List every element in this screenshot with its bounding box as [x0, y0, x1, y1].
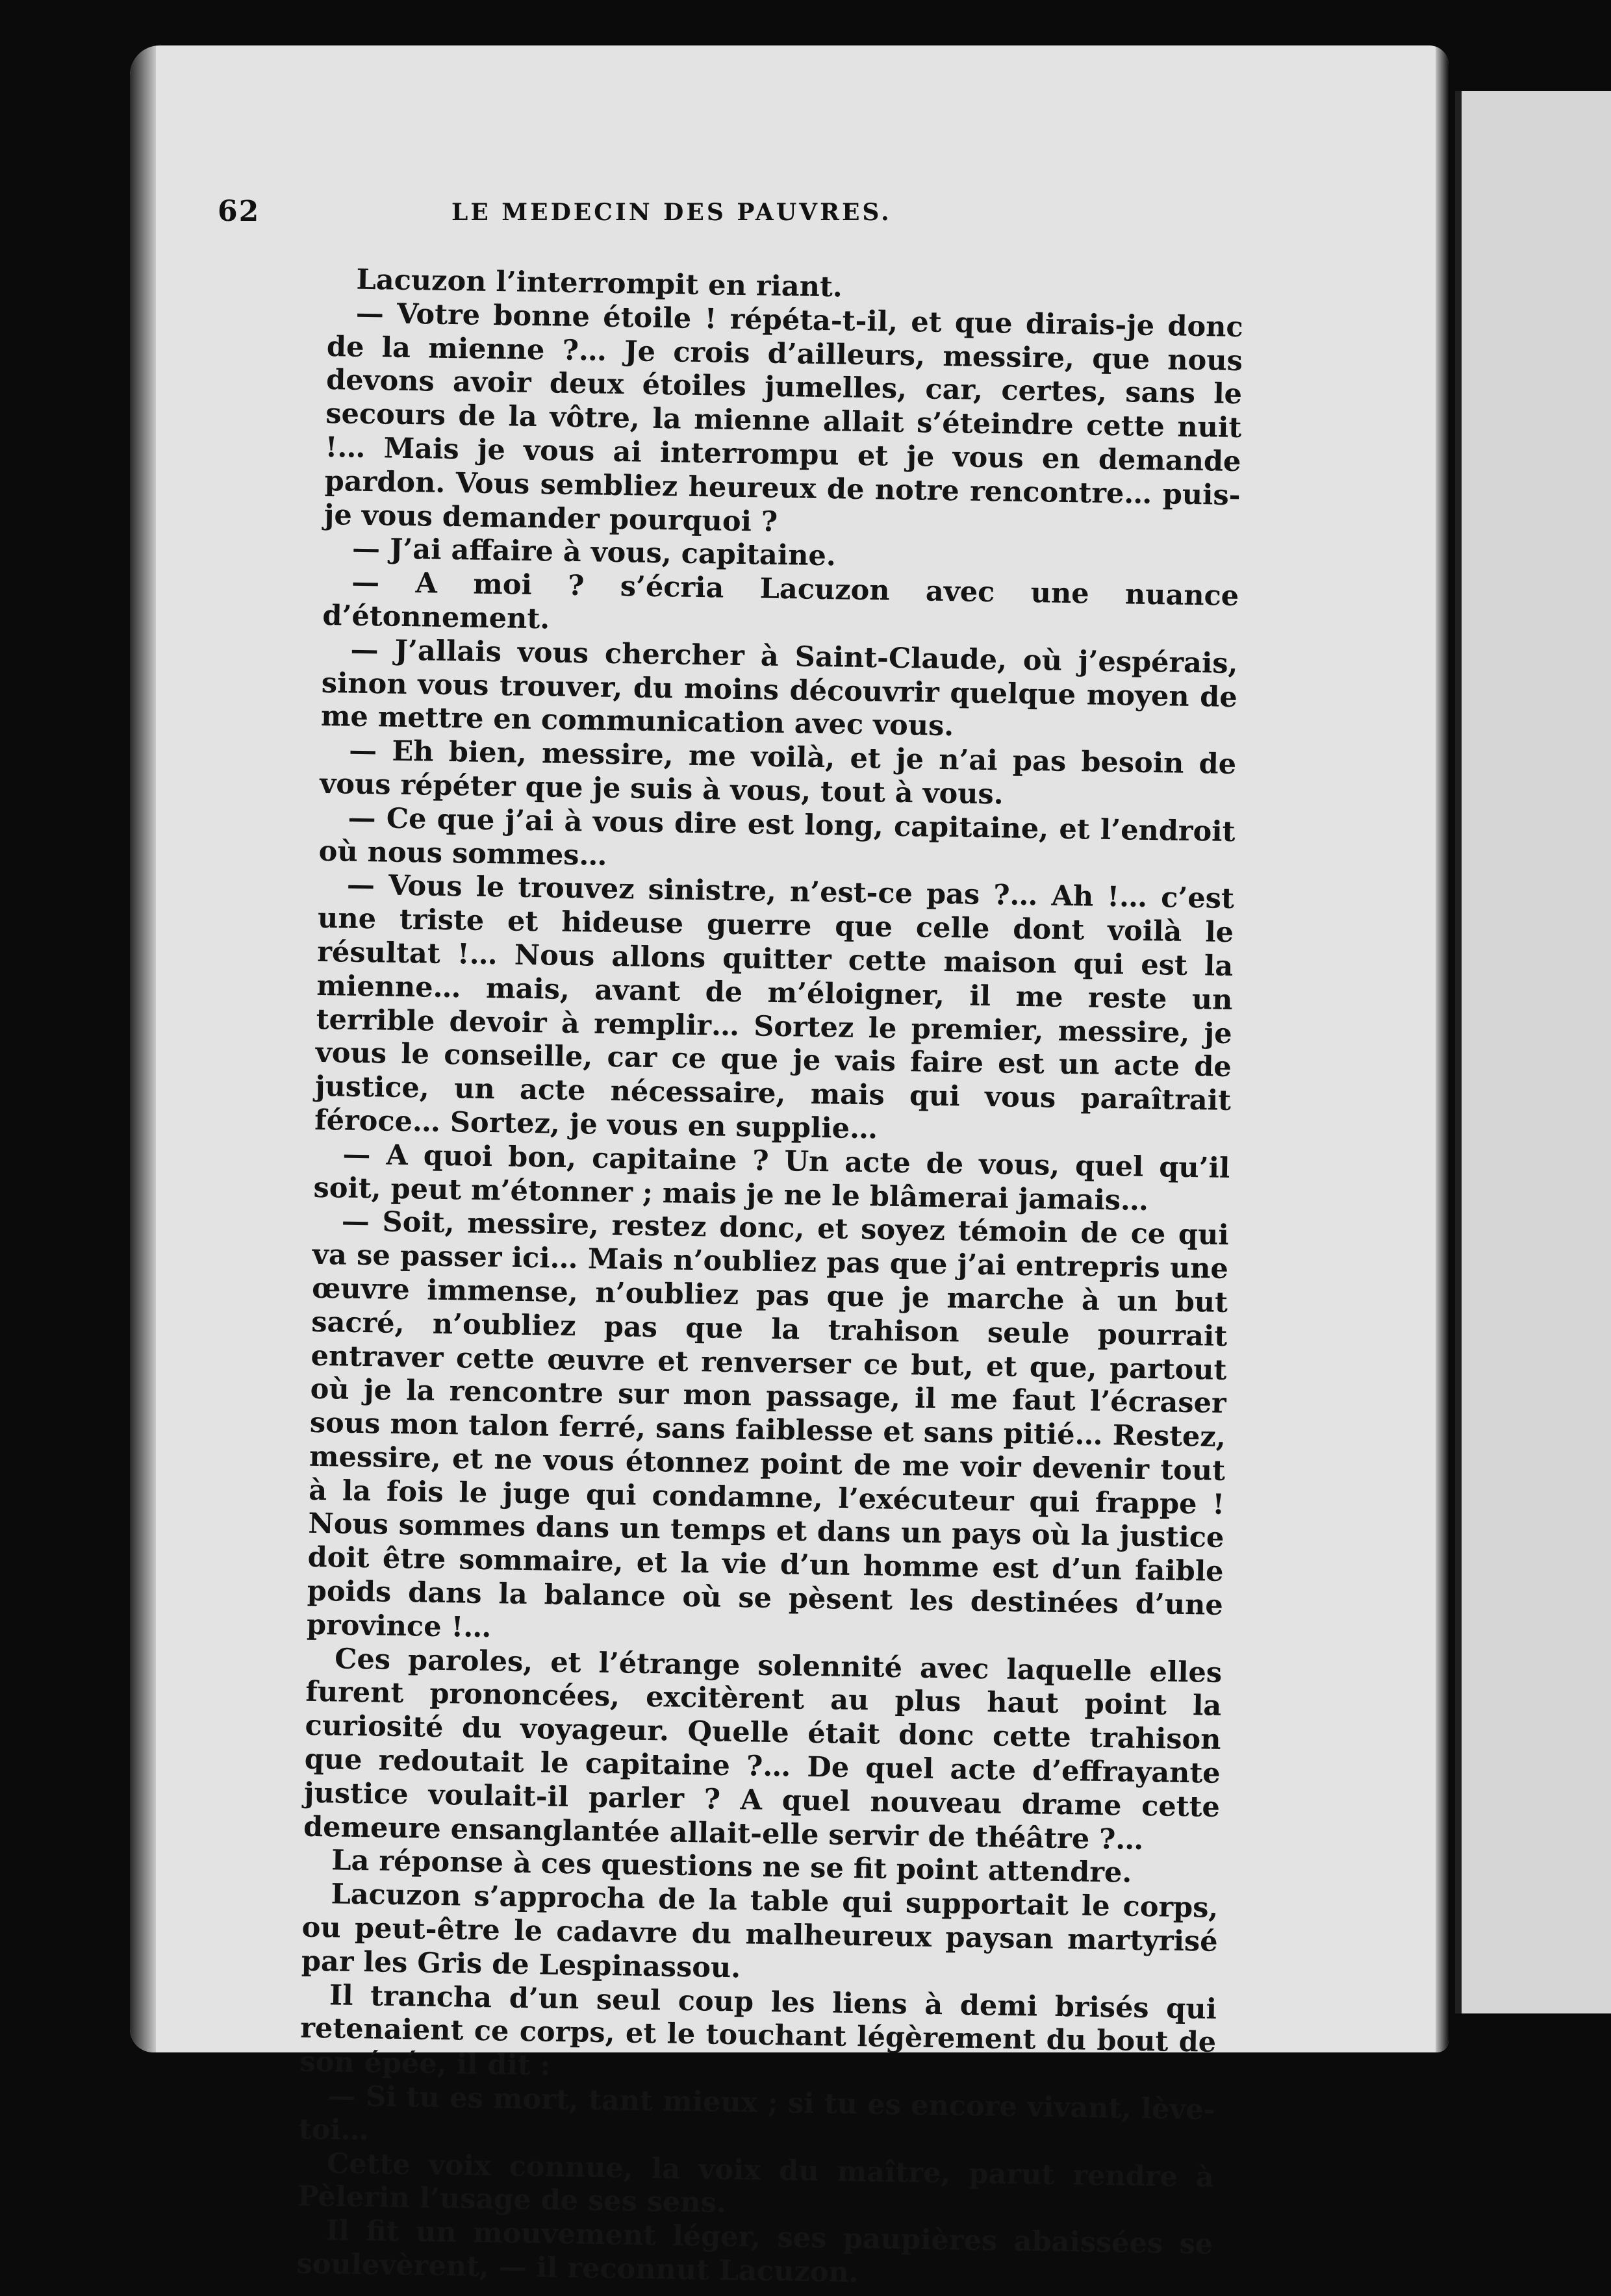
page-header	[218, 195, 1224, 240]
paragraph: — Votre bonne étoile ! répéta-t-il, et que dirais-je donc de la mienne ?… Je crois d’ailleurs, messire, que nous devons avoir deux étoiles jumelles, car, certes, sans le secours de la vôtre, la mienne allait s’éteindre cette nuit !… Mais je vous ai interrompu et je vous en demande pardon. Vous sembliez heureux de notre rencontre… puis-je vous demander pourquoi ?	[323, 297, 1244, 538]
page-number: 62	[218, 195, 260, 228]
paragraph: — A quoi bon, capitaine ? Un acte de vous, quel qu’il soit, peut m’étonner ; mais je ne le blâmerai jamais…	[313, 1138, 1230, 1217]
paragraph: — A moi ? s’écria Lacuzon avec une nuance d’étonnement.	[322, 566, 1239, 636]
body-text	[296, 263, 1244, 2296]
paragraph: Lacuzon s’approcha de la table qui supportait le corps, ou peut-être le cadavre du malheureux paysan martyrisé par les Gris de Lespinassou.	[301, 1878, 1219, 1985]
paragraph: — Eh bien, messire, me voilà, et je n’ai pas besoin de vous répéter que je suis à vous, tout à vous.	[320, 734, 1237, 811]
paragraph: Cette voix connue, la voix du maître, parut rendre à Pèlerin l’usage de ses sens.	[297, 2147, 1215, 2220]
running-title: LE MEDECIN DES PAUVRES.	[451, 199, 892, 226]
facing-page-edge	[1455, 91, 1611, 2013]
paragraph: — Vous le trouvez sinistre, n’est-ce pas ?… Ah !… c’est une triste et hideuse guerre que celle dont voilà le résultat !… Nous allons quitter cette maison qui est la mienne… mais, avant de m’éloigner, il me reste un terrible devoir à remplir… Sortez le premier, messire, je vous le conseille, car ce que je vais faire est un acte de justice, un acte nécessaire, mais qui vous paraîtrait féroce… Sortez, je vous en supplie…	[314, 868, 1235, 1146]
paragraph: La réponse à ces questions ne se fit point attendre.	[331, 1844, 1132, 1890]
paragraph: — J’allais vous chercher à Saint-Claude, où j’espérais, sinon vous trouver, du moins découvrir quelque moyen de me mettre en communication avec vous.	[320, 633, 1238, 743]
page-spine	[1436, 45, 1449, 2052]
paragraph: Lacuzon l’interrompit en riant.	[356, 263, 843, 304]
page-gutter-shadow	[130, 45, 156, 2052]
paragraph: Ces paroles, et l’étrange solennité avec laquelle elles furent prononcées, excitèrent au plus haut point la curiosité du voyageur. Quelle était donc cette trahison que redoutait le capitaine ?… De quel acte d’effrayante justice voulait-il parler ? A quel nouveau drame cette demeure ensanglantée allait-elle servir de théâtre ?…	[303, 1643, 1223, 1856]
paragraph: — Soit, messire, restez donc, et soyez témoin de ce qui va se passer ici… Mais n’oubliez pas que j’ai entrepris une œuvre immense, n’oubliez pas que je marche à un but sacré, n’oubliez pas que la trahison seule pourrait entraver cette œuvre et renverser ce but, et que, partout où je la rencontre sur mon passage, il me faut l’écraser sous mon talon ferré, sans faiblesse et sans pitié… Restez, messire, et ne vous étonnez point de me voir devenir tout à la fois le juge qui condamne, l’exécuteur qui frappe ! Nous sommes dans un temps et dans un pays où la justice doit être sommaire, et la vie d’un homme est d’un faible poids dans la balance où se pèsent les destinées d’une province !…	[306, 1205, 1230, 1645]
paragraph: Il fit un mouvement léger, ses paupières abaissées se soulevèrent, — il reconnut Lacuzon.	[296, 2214, 1213, 2290]
paragraph: — Ce que j’ai à vous dire est long, capitaine, et l’endroit où nous sommes…	[318, 801, 1236, 872]
paragraph: — J’ai affaire à vous, capitaine.	[351, 533, 837, 573]
paragraph: Il trancha d’un seul coup les liens à demi brisés qui retenaient ce corps, et le touchant légèrement du bout de son épée, il dit :	[299, 1979, 1217, 2082]
paragraph: — Si tu es mort, tant mieux ; si tu es encore vivant, lève-toi…	[298, 2080, 1215, 2147]
